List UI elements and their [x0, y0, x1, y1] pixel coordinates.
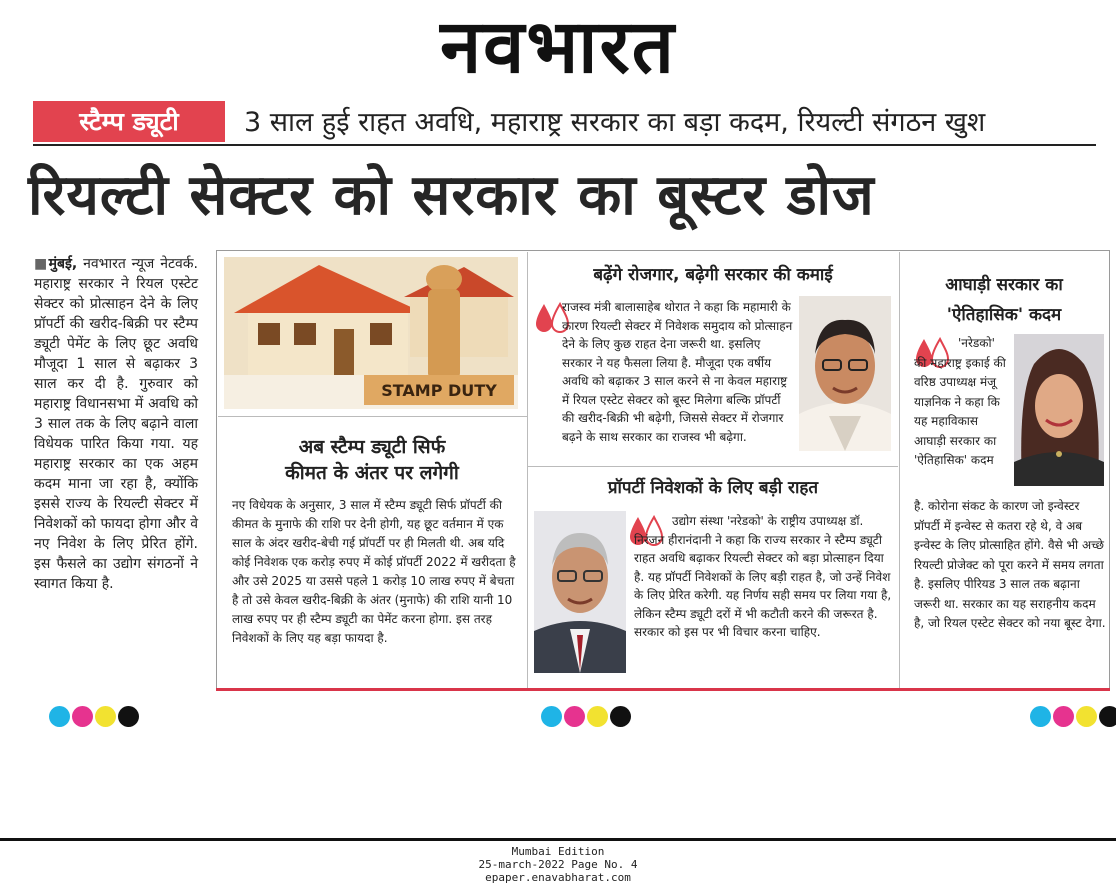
divider	[33, 144, 1096, 146]
square-bullet-icon: ■	[34, 256, 49, 272]
stamp-label: STAMP DUTY	[381, 381, 497, 400]
red-rule	[216, 688, 1110, 691]
dateline: मुंबई,	[48, 256, 78, 272]
stamp-section-heading: अब स्टैम्प ड्यूटी सिर्फ कीमत के अंतर पर लगेगी	[285, 436, 459, 484]
lead-article	[34, 254, 198, 594]
investors-section-text: उद्योग संस्था 'नरेडको' के राष्ट्रीय उपाध्यक्ष डॉ. निरंजन हीरानंदानी ने कहा कि राज्य सरकार ने स्टैम्प ड्यूटी राहत अवधि बढ़ाकर रियल्टी सेक्टर को बड़ा प्रोत्साहन दिया है. यह प्रॉपर्टी निवेशकों के लिए बड़ी राहत है, जो उन्हें निवेश के लिए प्रेरित करेगी. यह निर्णय सही समय पर लिया गया है, लेकिन स्टैम्प ड्यूटी दरों में भी कटौती करने की जरूरत है. सरकार को इस पर भी विचार करना चाहिए.	[634, 514, 892, 639]
lead-article-text: नवभारत न्यूज नेटवर्क. महाराष्ट्र सरकार ने रियल एस्टेट सेक्टर को प्रोत्साहन देने के लिए प्रॉपर्टी की खरीद-बिक्री पर स्टैम्प ड्यूटी पेमेंट के लिए छूट अवधि मौजूदा 1 साल से बढ़ाकर 3 साल कर दी है. गुरुवार को महाराष्ट्र विधानसभा में अवधि को 3 साल तक के लिए बढ़ाने वाला विधेयक पारित किया गया. यह महाराष्ट्र सरकार का एक अहम कदम माना जा रहा है, क्योंकि इससे राज्य के रियल्टी सेक्टर में निवेशकों को फायदा होगा और वे नए निवेश के लिए प्रेरित होंगे. इस फैसले का उद्योग संगठनों ने स्वागत किया है.	[34, 256, 199, 592]
section-tag: स्टैम्प ड्यूटी	[33, 101, 225, 142]
manju-yagnik-photo	[1014, 334, 1104, 486]
stamp-section-text: नए विधेयक के अनुसार, 3 साल में स्टैम्प ड्यूटी सिर्फ प्रॉपर्टी की कीमत के मुनाफे की राशि पर देनी होगी, यह छूट वर्तमान में एक साल के अंदर खरीद-बेची गई प्रॉपर्टी पर ही मिलती थी. अब यदि कोई निवेशक एक करोड़ रुपए में कोई प्रॉपर्टी 2022 में खरीदता है और उसे 2025 या उससे पहले 1 करोड़ 10 लाख रुपए में बेचता है तो उसे केवल खरीद-बिक्री के अंतर (मुनाफे) की राशि यानी 10 लाख रुपए पर ही स्टैम्प ड्यूटी का पेमेंट करना होगा. इस तरह निवेशकों के लिए यह बड़ा फायदा है.	[232, 498, 516, 645]
edition-label: Mumbai Edition	[511, 845, 605, 858]
jobs-section-text: राजस्व मंत्री बालासाहेब थोरात ने कहा कि महामारी के कारण रियल्टी सेक्टर में निवेशक समुदाय को प्रोत्साहन देने के लिए कुछ राहत देना जरूरी था. इसलिए सरकार ने यह फैसला लिया है. मौजूदा एक वर्षीय अवधि को बढ़ाकर 3 साल करने से ना केवल महाराष्ट्र में रियल एस्टेट सेक्टर को बूस्ट मिलेगा बल्कि प्रॉपर्टी की खरीद-बिक्री भी बढ़ेगी, जिससे सेक्टर में रोजगार बढ़ने के साथ सरकार का राजस्व भी बढ़ेगा.	[562, 300, 793, 444]
masthead: नवभारत	[440, 4, 676, 90]
row-divider	[528, 466, 898, 467]
registration-marks	[541, 706, 633, 728]
aghadi-section-text-long: है. कोरोना संकट के कारण जो इन्वेस्टर प्रॉपर्टी में इन्वेस्ट से कतरा रहे थे, वे अब इन्वेस्ट के लिए प्रोत्साहित होंगे. वैसे भी अच्छे रियल्टी प्रोजेक्ट को पूरा करने में समय लगता है. इसलिए पीरियड 3 साल तक बढ़ाना जरूरी था. सरकार का यह सराहनीय कदम है, जो रियल एस्टेट सेक्टर को नया बूस्ट देगा.	[914, 499, 1106, 630]
site-link[interactable]: epaper.enavabharat.com	[485, 871, 631, 884]
main-headline: रियल्टी सेक्टर को सरकार का बूस्टर डोज	[28, 163, 875, 228]
column-divider	[899, 252, 900, 688]
row-divider	[218, 416, 527, 417]
minister-photo	[799, 296, 891, 451]
footer	[0, 845, 1116, 884]
stamp-duty-image	[224, 257, 518, 409]
jobs-section-heading: बढ़ेंगे रोजगार, बढ़ेगी सरकार की कमाई	[593, 265, 833, 285]
kicker-headline: 3 साल हुई राहत अवधि, महाराष्ट्र सरकार का बड़ा कदम, रियल्टी संगठन खुश	[244, 107, 986, 138]
aghadi-section-heading: आघाड़ी सरकार का 'ऐतिहासिक' कदम	[945, 275, 1063, 325]
footer-rule	[0, 838, 1116, 841]
aghadi-section-text-short: 'नरेडको' की महाराष्ट्र इकाई की वरिष्ठ उपाध्यक्ष मंजू याज्ञनिक ने कहा कि यह महाविकास आघाड़ी सरकार का 'ऐतिहासिक' कदम	[914, 336, 1006, 467]
investors-section-heading: प्रॉपर्टी निवेशकों के लिए बड़ी राहत	[607, 478, 819, 498]
hiranandani-photo	[534, 511, 626, 673]
registration-marks	[49, 706, 141, 728]
registration-marks	[1030, 706, 1116, 728]
column-divider	[527, 252, 528, 688]
date-page-label: 25-march-2022 Page No. 4	[478, 858, 638, 871]
